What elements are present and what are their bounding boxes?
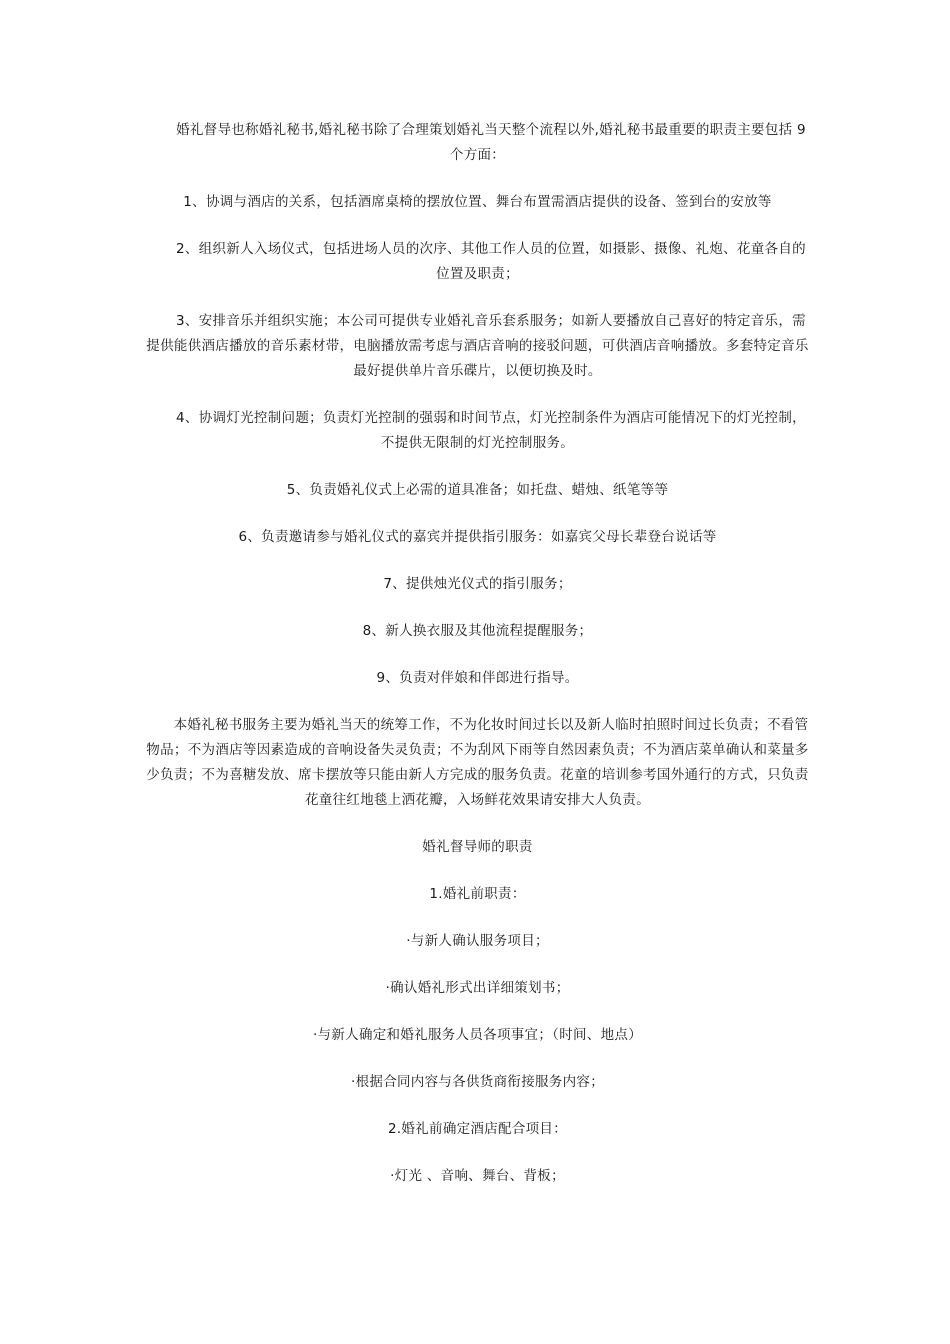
duty-item-7: 7、提供烛光仪式的指引服务； (383, 576, 572, 592)
duty-item-6: 6、负责邀请参与婚礼仪式的嘉宾并提供指引服务：如嘉宾父母长辈登台说话等 (238, 529, 717, 545)
duty-item-3: 3、安排音乐并组织实施；本公司可提供专业婚礼音乐套系服务；如新人要播放自己喜好的特定音乐，需提供能供酒店播放的音乐素材带，电脑播放需考虑与酒店音响的接驳问题，可供酒店音响播放。多套特定音乐最好提供单片音乐碟片，以便切换及时。 (146, 313, 809, 379)
hotel-heading: 2.婚礼前确定酒店配合项目： (387, 1121, 568, 1137)
duty-item-4: 4、协调灯光控制问题；负责灯光控制的强弱和时间节点，灯光控制条件为酒店可能情况下的灯光控制，不提供无限制的灯光控制服务。 (176, 410, 806, 451)
intro-paragraph: 婚礼督导也称婚礼秘书,婚礼秘书除了合理策划婚礼当天整个流程以外,婚礼秘书最重要的职责主要包括 9 个方面： (176, 122, 806, 163)
disclaimer-paragraph: 本婚礼秘书服务主要为婚礼当天的统筹工作，不为化妆时间过长以及新人临时拍照时间过长负责；不看管物品；不为酒店等因素造成的音响设备失灵负责；不为刮风下雨等自然因素负责；不为酒店菜单确认和菜量多少负责；不为喜糖发放、席卡摆放等只能由新人方完成的服务负责。花童的培训参考国外通行的方式，只负责花童往红地毯上洒花瓣，入场鲜花效果请安排大人负责。 (146, 717, 809, 808)
hotel-item-1: ·灯光 、音响、舞台、背板； (390, 1168, 565, 1184)
pre-wedding-item-1: ·与新人确认服务项目； (406, 933, 549, 949)
duty-item-9: 9、负责对伴娘和伴郎进行指导。 (376, 670, 579, 686)
pre-wedding-item-4: ·根据合同内容与各供货商衔接服务内容； (351, 1074, 604, 1090)
duty-item-1: 1、协调与酒店的关系，包括酒席桌椅的摆放位置、舞台布置需酒店提供的设备、签到台的安放等 (183, 194, 772, 210)
pre-wedding-item-3: ·与新人确定和婚礼服务人员各项事宜；（时间、地点） (312, 1027, 643, 1043)
section-title: 婚礼督导师的职责 (422, 839, 533, 855)
duty-item-8: 8、新人换衣服及其他流程提醒服务； (362, 623, 593, 639)
document-content (145, 118, 810, 1189)
duty-item-2: 2、组织新人入场仪式，包括进场人员的次序、其他工作人员的位置，如摄影、摄像、礼炮、花童各自的位置及职责； (176, 241, 806, 282)
pre-wedding-heading: 1.婚礼前职责： (429, 886, 526, 902)
duty-item-5: 5、负责婚礼仪式上必需的道具准备；如托盘、蜡烛、纸笔等等 (286, 482, 669, 498)
pre-wedding-item-2: ·确认婚礼形式出详细策划书； (385, 980, 570, 996)
